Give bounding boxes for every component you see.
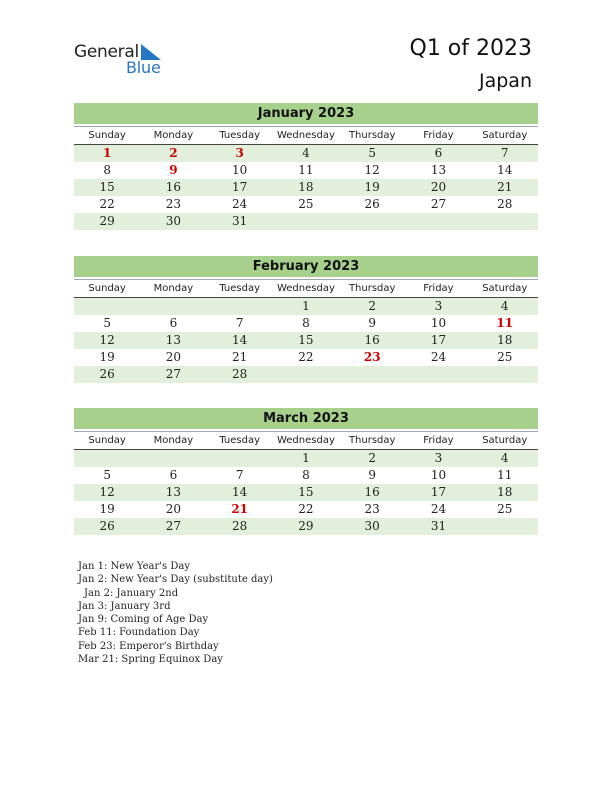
weekday-label: Saturday — [482, 130, 528, 141]
week-row — [74, 484, 538, 501]
country-name: Japan — [479, 70, 532, 92]
date-cell: 1 — [302, 451, 310, 465]
date-cell: 4 — [500, 451, 509, 465]
date-cell: 21 — [232, 350, 248, 364]
weekday-label: Tuesday — [219, 130, 260, 141]
date-cell: 14 — [232, 485, 248, 499]
date-cell: 15 — [298, 333, 314, 347]
date-cell: 7 — [500, 146, 509, 160]
date-cell — [207, 450, 273, 467]
date-cell: 24 — [430, 502, 447, 516]
weekday-label: Wednesday — [276, 130, 335, 141]
week-row — [74, 349, 538, 366]
date-cell: 25 — [298, 197, 314, 211]
date-cell: 7 — [235, 316, 244, 330]
date-cell: 30 — [165, 214, 182, 228]
date-cell: 13 — [430, 163, 447, 177]
logo-text-blue: Blue — [126, 58, 161, 77]
date-cell: 16 — [364, 333, 380, 347]
date-cell — [339, 366, 405, 383]
date-cell: 27 — [165, 519, 182, 533]
date-cell: 23 — [165, 197, 182, 211]
week-row — [74, 518, 538, 535]
holiday-date-cell: 21 — [231, 502, 249, 516]
date-cell: 5 — [368, 146, 377, 160]
week-row — [74, 467, 538, 484]
week-row — [74, 332, 538, 349]
date-cell: 29 — [99, 214, 115, 228]
date-cell: 25 — [497, 350, 513, 364]
date-cell: 5 — [103, 468, 111, 482]
date-cell — [472, 213, 538, 230]
week-row — [74, 315, 538, 332]
date-cell: 6 — [169, 316, 178, 330]
holiday-list — [78, 560, 273, 666]
date-cell: 11 — [497, 468, 513, 482]
weekday-label: Friday — [423, 283, 454, 294]
holiday-date-cell: 9 — [169, 163, 178, 177]
week-row — [74, 179, 538, 196]
date-cell: 5 — [103, 316, 111, 330]
date-cell — [405, 213, 471, 230]
date-cell: 12 — [364, 163, 380, 177]
weekday-label: Thursday — [348, 283, 396, 294]
weekday-label: Sunday — [88, 130, 126, 141]
weekday-label: Saturday — [482, 435, 528, 446]
date-cell: 9 — [368, 316, 377, 330]
date-cell: 21 — [497, 180, 513, 194]
date-cell: 29 — [298, 519, 314, 533]
date-cell: 20 — [165, 350, 182, 364]
weekday-label: Saturday — [482, 283, 528, 294]
weekday-label: Friday — [423, 130, 454, 141]
date-cell: 7 — [235, 468, 244, 482]
date-cell — [140, 298, 206, 315]
weekday-label: Monday — [153, 283, 194, 294]
date-cell — [74, 298, 140, 315]
date-cell: 20 — [430, 180, 447, 194]
date-cell — [273, 366, 339, 383]
date-cell: 15 — [298, 485, 314, 499]
month-title: January 2023 — [74, 103, 538, 124]
date-cell: 12 — [99, 333, 115, 347]
week-row — [74, 501, 538, 518]
date-cell: 31 — [430, 519, 447, 533]
week-row — [74, 213, 538, 230]
holiday-date-cell: 1 — [102, 146, 112, 160]
date-cell: 19 — [99, 502, 115, 516]
date-cell: 12 — [99, 485, 115, 499]
week-row — [74, 196, 538, 213]
date-cell: 20 — [165, 502, 182, 516]
date-cell: 17 — [232, 180, 248, 194]
holiday-list-item: Feb 23: Emperor's Birthday — [78, 640, 219, 652]
weekday-label: Thursday — [348, 130, 396, 141]
date-cell: 18 — [298, 180, 314, 194]
weekday-label: Thursday — [348, 435, 396, 446]
date-cell: 22 — [298, 350, 314, 364]
date-cell — [74, 450, 140, 467]
weekday-label: Tuesday — [219, 435, 260, 446]
weekday-header-row — [74, 431, 538, 450]
weekday-label: Monday — [153, 130, 194, 141]
month-title: March 2023 — [74, 408, 538, 429]
holiday-list-item: Jan 1: New Year's Day — [78, 561, 190, 572]
date-cell — [273, 213, 339, 230]
date-cell: 2 — [368, 451, 377, 465]
date-cell: 4 — [302, 146, 310, 160]
date-cell: 24 — [232, 197, 248, 211]
date-cell — [207, 298, 273, 315]
date-cell: 4 — [500, 299, 509, 313]
weekday-label: Tuesday — [219, 283, 260, 294]
date-cell: 28 — [232, 367, 248, 381]
date-cell: 26 — [99, 519, 115, 533]
date-cell: 16 — [165, 180, 182, 194]
date-cell: 8 — [302, 316, 310, 330]
month-january — [74, 103, 538, 230]
date-cell: 25 — [497, 502, 513, 516]
date-cell: 10 — [430, 468, 447, 482]
date-cell: 14 — [497, 163, 513, 177]
holiday-list-item: Mar 21: Spring Equinox Day — [78, 654, 223, 666]
date-cell: 15 — [99, 180, 115, 194]
weekday-label: Wednesday — [276, 435, 335, 446]
date-cell: 1 — [302, 299, 310, 313]
date-cell: 10 — [430, 316, 447, 330]
date-cell: 8 — [103, 163, 111, 177]
weekday-header-row — [74, 126, 538, 145]
date-cell — [405, 366, 471, 383]
logo-text-general: General — [74, 42, 139, 62]
month-title: February 2023 — [74, 256, 538, 277]
date-cell: 27 — [430, 197, 447, 211]
date-cell: 17 — [430, 333, 447, 347]
page-title: Q1 of 2023 — [409, 36, 532, 61]
date-cell: 16 — [364, 485, 380, 499]
date-cell: 3 — [434, 299, 443, 313]
date-cell: 30 — [364, 519, 380, 533]
date-cell: 18 — [497, 485, 513, 499]
date-cell: 14 — [232, 333, 248, 347]
holiday-list-item: Feb 11: Foundation Day — [78, 627, 200, 639]
week-row — [74, 298, 538, 315]
holiday-date-cell: 11 — [496, 316, 514, 330]
weekday-label: Monday — [153, 435, 194, 446]
date-cell: 28 — [232, 519, 248, 533]
date-cell: 9 — [368, 468, 377, 482]
date-cell: 13 — [165, 485, 182, 499]
holiday-date-cell: 2 — [169, 146, 178, 160]
date-cell: 23 — [364, 502, 380, 516]
date-cell: 26 — [364, 197, 380, 211]
date-cell — [140, 450, 206, 467]
date-cell — [472, 366, 538, 383]
date-cell: 28 — [497, 197, 513, 211]
week-row — [74, 162, 538, 179]
date-cell: 22 — [99, 197, 115, 211]
date-cell: 18 — [497, 333, 513, 347]
brand-logo — [74, 42, 174, 78]
date-cell: 22 — [298, 502, 314, 516]
date-cell: 6 — [169, 468, 178, 482]
weekday-label: Friday — [423, 435, 454, 446]
date-cell: 10 — [232, 163, 248, 177]
weekday-label: Sunday — [88, 283, 126, 294]
date-cell: 31 — [232, 214, 248, 228]
date-cell — [339, 213, 405, 230]
holiday-list-item: Jan 9: Coming of Age Day — [78, 614, 209, 626]
date-cell: 19 — [99, 350, 115, 364]
week-row — [74, 450, 538, 467]
weekday-header-row — [74, 279, 538, 298]
date-cell — [472, 518, 538, 535]
date-cell: 24 — [430, 350, 447, 364]
holiday-date-cell: 23 — [363, 350, 381, 364]
holiday-list-item: Jan 2: New Year's Day (substitute day) — [78, 574, 273, 586]
week-row — [74, 366, 538, 383]
date-cell: 11 — [298, 163, 314, 177]
holiday-list-item: Jan 2: January 2nd — [84, 587, 179, 599]
holiday-list-item: Jan 3: January 3rd — [78, 600, 171, 612]
weekday-label: Wednesday — [276, 283, 335, 294]
holiday-date-cell: 3 — [235, 146, 244, 160]
month-march — [74, 408, 538, 535]
date-cell: 19 — [364, 180, 380, 194]
week-row — [74, 145, 538, 162]
month-february — [74, 256, 538, 383]
date-cell: 6 — [434, 146, 443, 160]
date-cell: 17 — [430, 485, 447, 499]
date-cell: 26 — [99, 367, 115, 381]
date-cell: 27 — [165, 367, 182, 381]
weekday-label: Sunday — [88, 435, 126, 446]
date-cell: 2 — [368, 299, 377, 313]
date-cell: 13 — [165, 333, 182, 347]
date-cell: 8 — [302, 468, 310, 482]
date-cell: 3 — [434, 451, 443, 465]
